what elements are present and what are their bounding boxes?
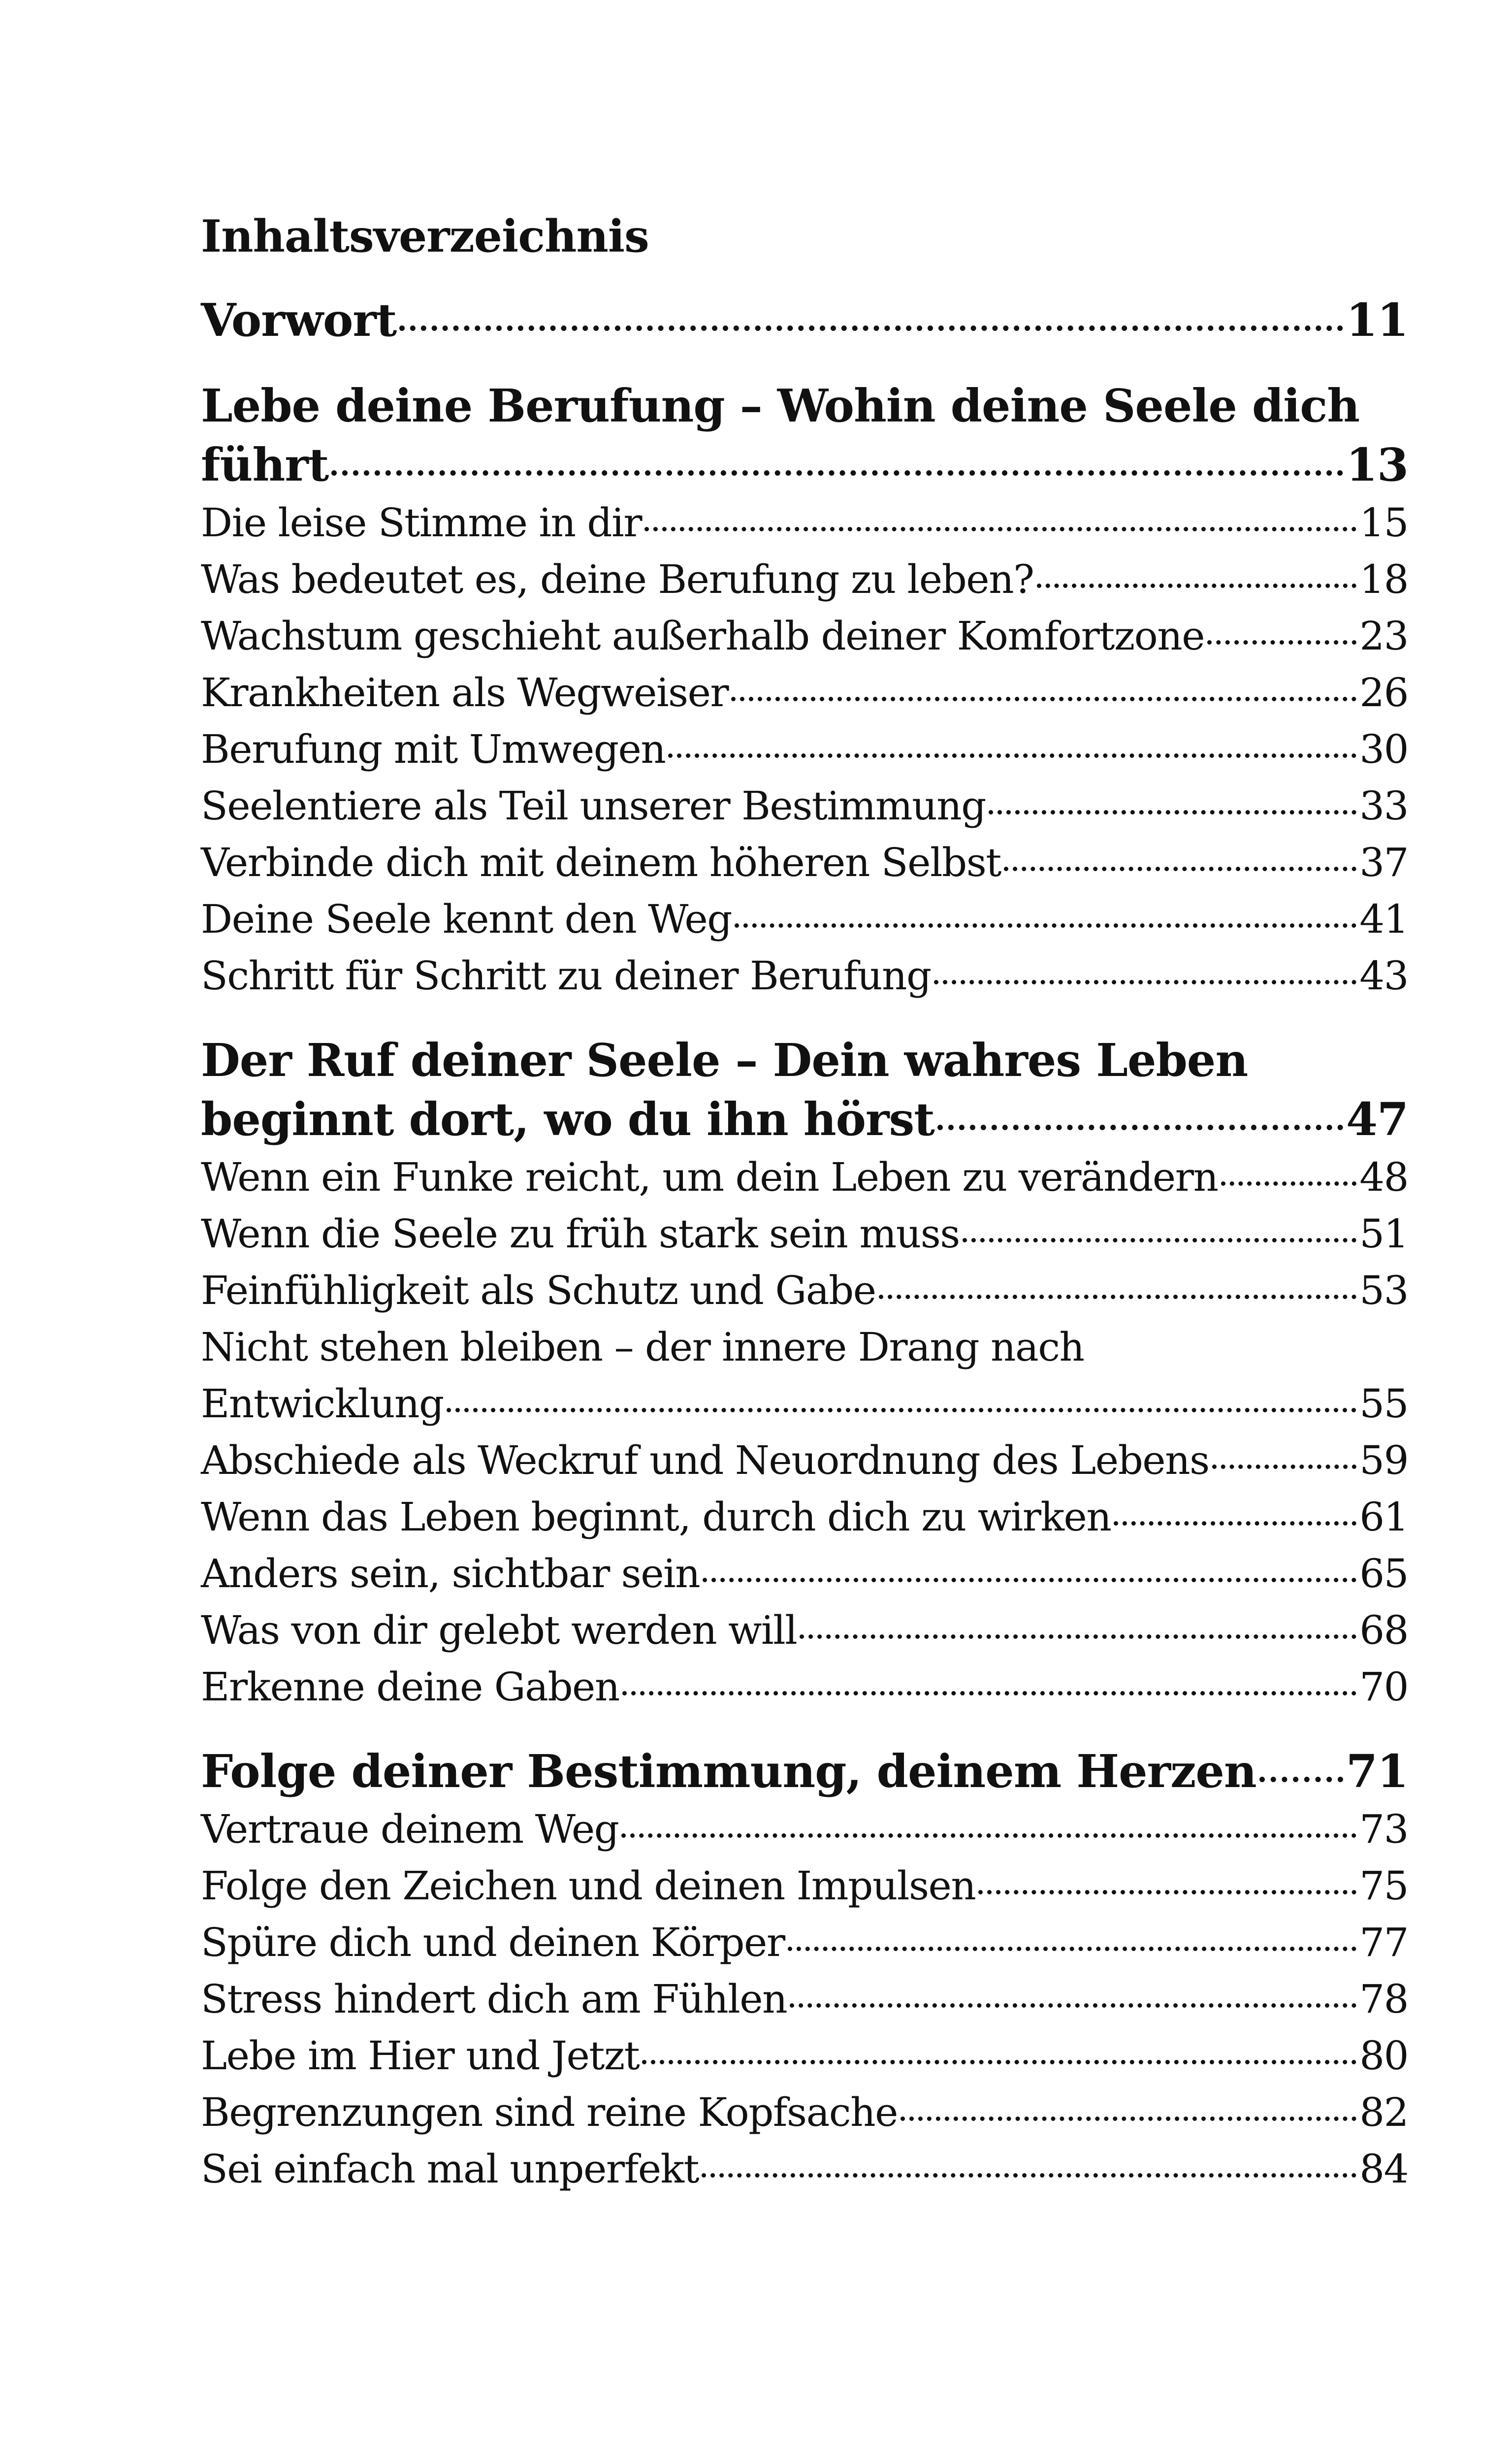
- page-number: 78: [1359, 1976, 1408, 2022]
- dot-leader: [800, 1634, 1356, 1639]
- dot-leader: [963, 1238, 1356, 1242]
- chapter-title-line1: Lebe deine Berufung – Wohin deine Seele dich: [201, 379, 1360, 432]
- entry-title: Was bedeutet es, deine Berufung zu leben?: [201, 556, 1034, 602]
- toc-entry[interactable]: [201, 1149, 1408, 1205]
- entry-title: Vertraue deinem Weg: [201, 1806, 619, 1852]
- page-number: 18: [1359, 556, 1408, 602]
- entry-title: Wachstum geschieht außerhalb deiner Komfortzone: [201, 613, 1205, 659]
- page-number: 47: [1346, 1093, 1408, 1146]
- toc-entry[interactable]: [201, 2027, 1408, 2084]
- dot-leader: [642, 2060, 1356, 2064]
- dot-leader: [644, 527, 1356, 531]
- entry-title: Wenn die Seele zu früh stark sein muss: [201, 1211, 960, 1257]
- page-number: 48: [1359, 1154, 1408, 1200]
- table-of-contents: [201, 207, 1408, 2224]
- toc-entry[interactable]: [201, 947, 1408, 1004]
- dot-leader: [1037, 584, 1357, 588]
- entry-title: Erkenne deine Gaben: [201, 1664, 619, 1710]
- page-number: 71: [1346, 1745, 1408, 1798]
- dot-leader: [621, 1833, 1356, 1838]
- entry-title: Seelentiere als Teil unserer Bestimmung: [201, 783, 986, 829]
- toc-entry[interactable]: [201, 1659, 1408, 1715]
- dot-leader: [1207, 640, 1356, 645]
- page-number: 68: [1359, 1607, 1408, 1653]
- toc-entry[interactable]: [201, 1971, 1408, 2027]
- dot-leader: [399, 326, 1343, 331]
- entry-title: Berufung mit Umwegen: [201, 726, 666, 772]
- toc-entry[interactable]: [201, 608, 1408, 664]
- page-number: 59: [1359, 1437, 1408, 1483]
- toc-entry[interactable]: [201, 1489, 1408, 1545]
- entry-title: Schritt für Schritt zu deiner Berufung: [201, 953, 931, 999]
- dot-leader: [934, 980, 1356, 984]
- dot-leader: [788, 1947, 1357, 1951]
- page-number: 55: [1359, 1381, 1408, 1427]
- page-number: 43: [1359, 953, 1408, 999]
- entry-title: Wenn ein Funke reicht, um dein Leben zu verändern: [201, 1154, 1218, 1200]
- entry-title: Abschiede als Weckruf und Neuordnung des Lebens: [201, 1437, 1209, 1483]
- page-number: 15: [1359, 500, 1408, 546]
- page-number: 26: [1359, 670, 1408, 716]
- entry-title: Sei einfach mal unperfekt: [201, 2146, 699, 2192]
- entry-title: Verbinde dich mit deinem höheren Selbst: [201, 840, 1001, 885]
- page-number: 75: [1359, 1863, 1408, 1909]
- dot-leader: [937, 1125, 1343, 1130]
- toc-entry[interactable]: [201, 1602, 1408, 1659]
- toc-entry[interactable]: [201, 721, 1408, 778]
- dot-leader: [622, 1691, 1356, 1695]
- toc-entry[interactable]: [201, 1801, 1408, 1857]
- page-number: 77: [1359, 1920, 1408, 1965]
- page-number: 30: [1359, 726, 1408, 772]
- chapter-title-line1: Der Ruf deiner Seele – Dein wahres Leben: [201, 1034, 1248, 1087]
- section-vorwort: [201, 291, 1408, 350]
- dot-leader: [879, 1295, 1357, 1299]
- page-number: 70: [1359, 1664, 1408, 1710]
- entry-title: Was von dir gelebt werden will: [201, 1607, 797, 1653]
- toc-entry[interactable]: [201, 778, 1408, 834]
- entry-title: Spüre dich und deinen Körper: [201, 1920, 785, 1965]
- dot-leader: [702, 2173, 1356, 2178]
- dot-leader: [703, 1578, 1356, 1582]
- entry-title: Stress hindert dich am Fühlen: [201, 1976, 787, 2022]
- toc-entry[interactable]: [201, 664, 1408, 721]
- toc-entry[interactable]: [201, 1545, 1408, 1602]
- dot-leader: [1004, 867, 1356, 871]
- toc-entry[interactable]: [201, 1857, 1408, 1914]
- dot-leader: [901, 2117, 1356, 2121]
- page-number: 37: [1359, 840, 1408, 885]
- section-chapter-1: [201, 376, 1408, 1004]
- page-number: 84: [1359, 2146, 1408, 2192]
- dot-leader: [1259, 1777, 1343, 1782]
- toc-entry[interactable]: [201, 1205, 1408, 1262]
- page-number: 33: [1359, 783, 1408, 829]
- section-chapter-2: [201, 1031, 1408, 1715]
- entry-title: Folge den Zeichen und deinen Impulsen: [201, 1863, 976, 1909]
- toc-entry[interactable]: [201, 1432, 1408, 1489]
- toc-entry[interactable]: [201, 551, 1408, 608]
- toc-entry[interactable]: [201, 494, 1408, 551]
- page-number: 82: [1359, 2089, 1408, 2135]
- toc-entry[interactable]: [201, 1375, 1408, 1432]
- dot-leader: [1212, 1465, 1357, 1469]
- dot-leader: [331, 470, 1343, 476]
- chapter-title: Vorwort: [201, 293, 397, 347]
- dot-leader: [668, 753, 1356, 758]
- dot-leader: [1221, 1181, 1357, 1186]
- entry-title: Lebe im Hier und Jetzt: [201, 2033, 640, 2079]
- toc-row-chapter-1[interactable]: [201, 435, 1408, 494]
- entry-title-line1: Nicht stehen bleiben – der innere Drang nach: [201, 1324, 1084, 1370]
- dot-leader: [978, 1890, 1356, 1894]
- dot-leader: [1114, 1521, 1356, 1526]
- entry-title: Die leise Stimme in dir: [201, 500, 642, 546]
- toc-row-vorwort[interactable]: [201, 291, 1408, 350]
- toc-entry[interactable]: [201, 891, 1408, 947]
- page-number: 23: [1359, 613, 1408, 659]
- entry-title: Krankheiten als Wegweiser: [201, 670, 729, 716]
- toc-row-chapter-2[interactable]: [201, 1090, 1408, 1149]
- page-number: 11: [1346, 293, 1408, 347]
- toc-entry[interactable]: [201, 1262, 1408, 1319]
- entry-title: Deine Seele kennt den Weg: [201, 896, 732, 942]
- page-number: 73: [1359, 1806, 1408, 1852]
- chapter-title: Folge deiner Bestimmung, deinem Herzen: [201, 1745, 1256, 1798]
- toc-entry[interactable]: [201, 2141, 1408, 2197]
- page-number: 41: [1359, 896, 1408, 942]
- section-chapter-3: [201, 1742, 1408, 2197]
- toc-heading: Inhaltsverzeichnis: [201, 210, 649, 262]
- chapter-title: führt: [201, 438, 329, 491]
- page-number: 53: [1359, 1268, 1408, 1313]
- entry-title: Anders sein, sichtbar sein: [201, 1551, 700, 1596]
- page-number: 61: [1359, 1494, 1408, 1540]
- dot-leader: [735, 923, 1356, 928]
- chapter-title: beginnt dort, wo du ihn hörst: [201, 1093, 934, 1146]
- entry-title: Wenn das Leben beginnt, durch dich zu wirken: [201, 1494, 1111, 1540]
- dot-leader: [989, 810, 1356, 814]
- dot-leader: [447, 1408, 1356, 1412]
- page-number: 65: [1359, 1551, 1408, 1596]
- entry-title: Entwicklung: [201, 1381, 444, 1427]
- page-number: 13: [1346, 438, 1408, 491]
- toc-entry[interactable]: [201, 834, 1408, 891]
- page-number: 80: [1359, 2033, 1408, 2079]
- dot-leader: [731, 697, 1356, 701]
- toc-row-chapter-3[interactable]: [201, 1742, 1408, 1801]
- dot-leader: [790, 2003, 1356, 2008]
- entry-title: Feinfühligkeit als Schutz und Gabe: [201, 1268, 876, 1313]
- entry-title: Begrenzungen sind reine Kopfsache: [201, 2089, 898, 2135]
- toc-entry[interactable]: [201, 2084, 1408, 2141]
- toc-entry[interactable]: [201, 1914, 1408, 1971]
- page-number: 51: [1359, 1211, 1408, 1257]
